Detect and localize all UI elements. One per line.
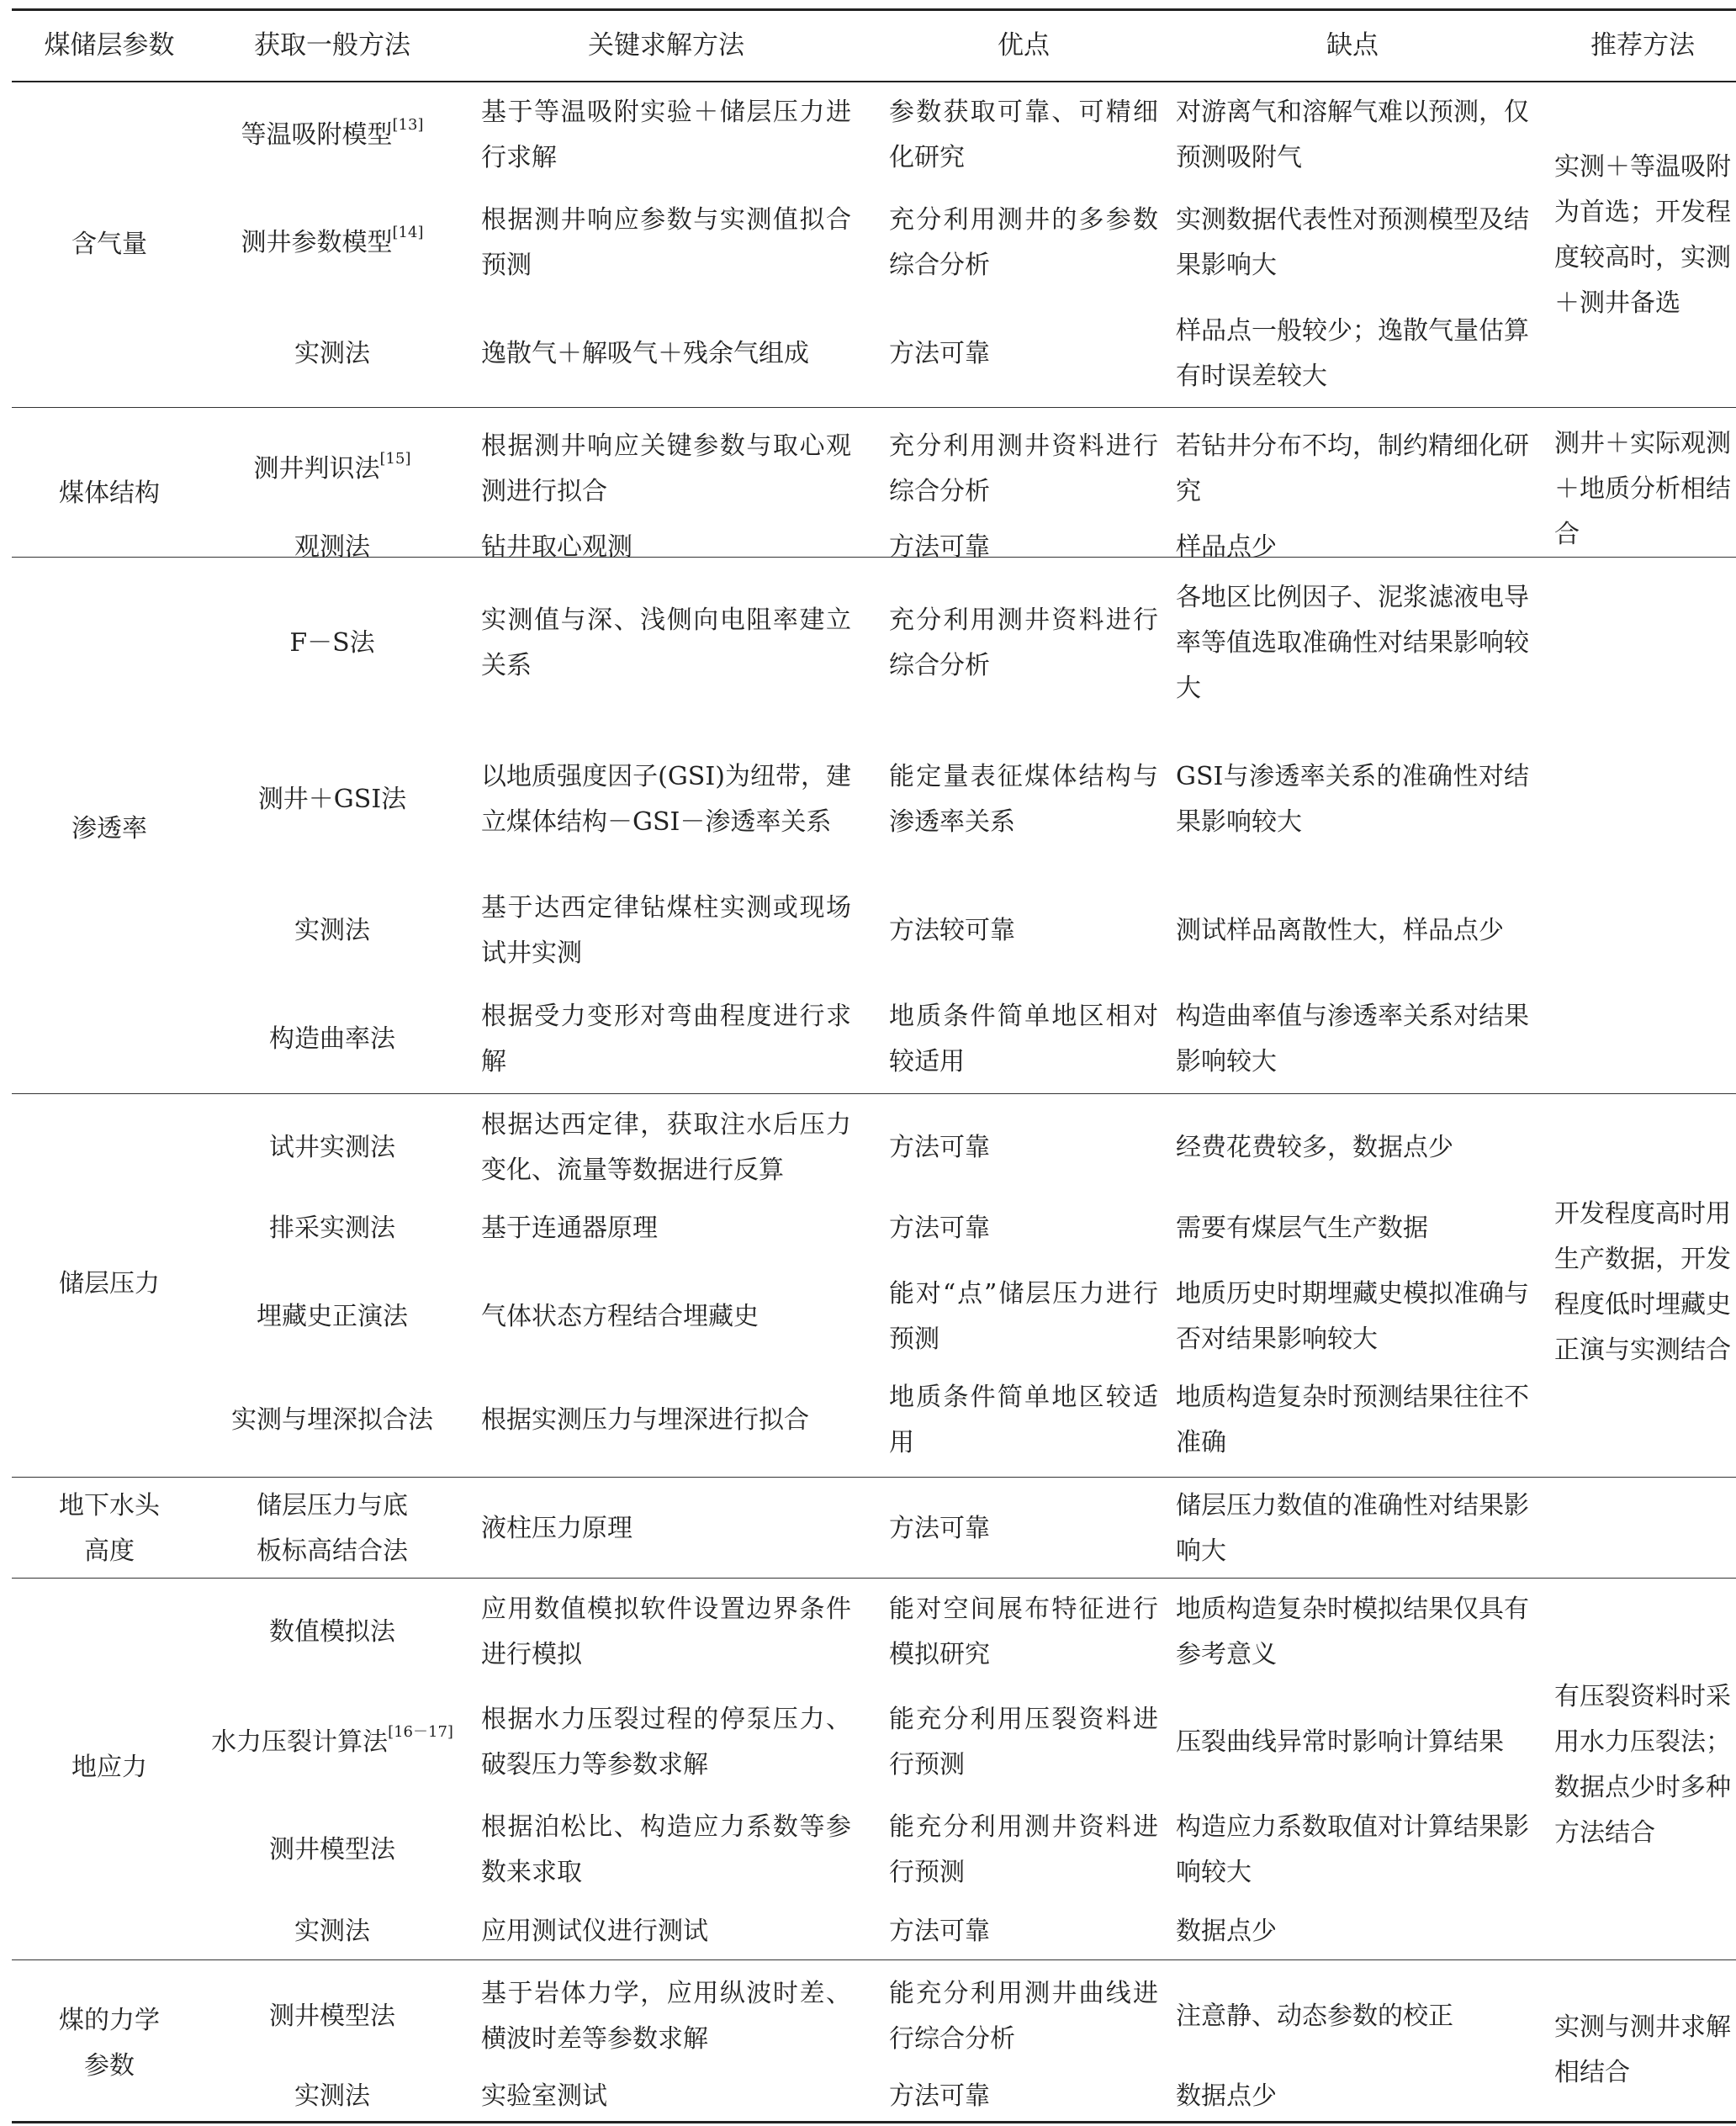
column-header — [206, 12, 458, 79]
method-label: 等温吸附模型 — [241, 120, 393, 150]
recommend-text: 测井＋实际观测＋地质分析相结合 — [1554, 429, 1731, 549]
recommend-cell — [1554, 2007, 1731, 2094]
advantage-cell — [889, 574, 1158, 713]
method-label: 构造曲率法 — [269, 1024, 395, 1054]
advantage-cell — [889, 1579, 1158, 1685]
top-rule — [12, 8, 1736, 11]
disadvantage-text: 样品点少 — [1176, 532, 1277, 562]
recommend-cell — [1554, 109, 1731, 362]
method-wrap — [241, 113, 424, 158]
method-cell — [206, 523, 458, 572]
key-method-text: 根据水力压裂过程的停泵压力、破裂压力等参数求解 — [481, 1705, 851, 1780]
key-method-cell — [481, 1482, 851, 1576]
disadvantage-cell — [1176, 1204, 1529, 1253]
method-wrap — [294, 1909, 370, 1954]
method-label: 实测法 — [294, 1917, 370, 1946]
advantage-cell — [889, 1968, 1158, 2065]
key-method-text: 实测值与深、浅侧向电阻率建立关系 — [481, 606, 851, 680]
method-cell — [206, 994, 458, 1085]
method-wrap — [289, 621, 374, 666]
key-method-cell — [481, 1699, 851, 1786]
advantage-cell — [889, 994, 1158, 1085]
disadvantage-cell — [1176, 994, 1529, 1085]
key-method-text: 根据泊松比、构造应力系数等参数来求取 — [481, 1812, 851, 1887]
method-cell — [206, 1699, 458, 1786]
method-cell — [206, 1805, 458, 1896]
advantage-cell — [889, 309, 1158, 399]
method-cell — [206, 1968, 458, 2065]
disadvantage-text: 测试样品离散性大，样品点少 — [1176, 916, 1504, 945]
method-label: F－S法 — [289, 628, 375, 658]
key-method-text: 根据受力变形对弯曲程度进行求解 — [481, 1002, 851, 1076]
key-method-text: 钻井取心观测 — [481, 532, 632, 562]
recommend-cell — [1554, 1119, 1731, 1446]
method-cell — [206, 1272, 458, 1362]
key-method-cell — [481, 2074, 851, 2119]
method-wrap — [254, 447, 411, 492]
disadvantage-cell — [1176, 1699, 1529, 1786]
advantage-text: 方法可靠 — [889, 532, 990, 562]
key-method-text: 基于达西定律钻煤柱实测或现场试井实测 — [481, 893, 851, 968]
method-cell — [206, 723, 458, 876]
advantage-text: 方法可靠 — [889, 1917, 990, 1946]
method-wrap — [294, 525, 370, 570]
key-method-text: 根据测井响应关键参数与取心观测进行拟合 — [481, 431, 851, 506]
disadvantage-text: GSI与渗透率关系的准确性对结果影响较大 — [1176, 762, 1529, 837]
method-cell — [206, 1482, 458, 1576]
param-cell — [17, 1482, 202, 1576]
method-wrap — [294, 908, 370, 954]
key-method-cell — [481, 1907, 851, 1956]
method-wrap — [241, 220, 424, 266]
advantage-cell — [889, 723, 1158, 876]
advantage-cell — [889, 198, 1158, 288]
param-cell — [17, 1102, 202, 1467]
disadvantage-cell — [1176, 1272, 1529, 1362]
key-method-text: 逸散气＋解吸气＋残余气组成 — [481, 339, 809, 368]
citation-ref: [13] — [392, 116, 424, 134]
key-method-text: 实验室测试 — [481, 2081, 607, 2111]
disadvantage-cell — [1176, 1907, 1529, 1956]
disadvantage-text: 数据点少 — [1176, 2081, 1277, 2111]
disadvantage-cell — [1176, 2074, 1529, 2119]
column-header — [1554, 12, 1731, 79]
method-label: 测井＋GSI法 — [257, 785, 407, 814]
key-method-text: 基于连通器原理 — [481, 1214, 658, 1243]
disadvantage-text: 若钻井分布不均，制约精细化研究 — [1176, 431, 1529, 506]
advantage-cell — [889, 1907, 1158, 1956]
disadvantage-cell — [1176, 1482, 1529, 1576]
advantage-text: 参数获取可靠、可精细化研究 — [889, 98, 1158, 172]
method-label: 埋藏史正演法 — [257, 1302, 408, 1331]
method-cell — [206, 1374, 458, 1467]
disadvantage-text: 经费花费较多，数据点少 — [1176, 1133, 1453, 1162]
key-method-cell — [481, 523, 851, 572]
method-wrap — [269, 1994, 395, 2039]
key-method-cell — [481, 994, 851, 1085]
key-method-cell — [481, 309, 851, 399]
method-cell — [206, 198, 458, 288]
method-cell — [206, 1204, 458, 1253]
column-header-label: 缺点 — [1326, 30, 1379, 61]
key-method-text: 以地质强度因子(GSI)为纽带，建立煤体结构－GSI－渗透率关系 — [481, 762, 851, 837]
key-method-cell — [481, 91, 851, 180]
disadvantage-cell — [1176, 415, 1529, 523]
disadvantage-text: 样品点一般较少；逸散气量估算有时误差较大 — [1176, 316, 1529, 391]
method-cell — [206, 574, 458, 713]
method-cell — [206, 2074, 458, 2119]
method-label: 测井模型法 — [269, 1835, 395, 1864]
advantage-text: 充分利用测井资料进行综合分析 — [889, 606, 1158, 680]
method-cell — [206, 1907, 458, 1956]
key-method-text: 基于等温吸附实验＋储层压力进行求解 — [481, 98, 851, 172]
advantage-text: 方法可靠 — [889, 1133, 990, 1162]
method-label: 数值模拟法 — [269, 1617, 395, 1647]
key-method-cell — [481, 1579, 851, 1685]
column-header-label: 煤储层参数 — [44, 30, 175, 61]
disadvantage-cell — [1176, 1374, 1529, 1467]
key-method-text: 基于岩体力学，应用纵波时差、横波时差等参数求解 — [481, 1979, 851, 2054]
recommend-text: 开发程度高时用生产数据，开发程度低时埋藏史正演与实测结合 — [1554, 1199, 1731, 1365]
param-label: 渗透率 — [71, 814, 147, 844]
method-label: 观测法 — [294, 532, 370, 562]
advantage-text: 能充分利用测井曲线进行综合分析 — [889, 1979, 1158, 2054]
key-method-text: 液柱压力原理 — [481, 1514, 632, 1543]
disadvantage-text: 地质构造复杂时模拟结果仅具有参考意义 — [1176, 1594, 1529, 1669]
advantage-text: 方法可靠 — [889, 2081, 990, 2111]
disadvantage-cell — [1176, 574, 1529, 713]
disadvantage-text: 实测数据代表性对预测模型及结果影响大 — [1176, 205, 1529, 280]
disadvantage-text: 各地区比例因子、泥浆滤液电导率等值选取准确性对结果影响较大 — [1176, 583, 1529, 703]
group-separator — [12, 407, 1736, 408]
key-method-text: 根据达西定律，获取注水后压力变化、流量等数据进行反算 — [481, 1110, 851, 1185]
disadvantage-cell — [1176, 309, 1529, 399]
key-method-cell — [481, 1374, 851, 1467]
key-method-text: 根据实测压力与埋深进行拟合 — [481, 1405, 809, 1435]
method-wrap — [294, 331, 370, 377]
column-header-label: 优点 — [998, 30, 1050, 61]
disadvantage-text: 构造应力系数取值对计算结果影响较大 — [1176, 1812, 1529, 1887]
method-wrap — [269, 1206, 395, 1251]
advantage-cell — [889, 886, 1158, 976]
param-label: 煤体结构 — [59, 479, 160, 508]
advantage-text: 方法可靠 — [889, 1214, 990, 1243]
disadvantage-text: 地质历史时期埋藏史模拟准确与否对结果影响较大 — [1176, 1279, 1529, 1354]
param-label: 储层压力 — [59, 1269, 160, 1298]
key-method-cell — [481, 574, 851, 713]
method-label: 水力压裂计算法 — [211, 1727, 389, 1757]
group-separator — [12, 1477, 1736, 1478]
advantage-cell — [889, 1204, 1158, 1253]
advantage-text: 地质条件简单地区较适用 — [889, 1383, 1158, 1457]
method-cell — [206, 309, 458, 399]
key-method-cell — [481, 723, 851, 876]
method-label: 排采实测法 — [269, 1214, 395, 1243]
method-wrap — [257, 1294, 408, 1340]
key-method-text: 应用数值模拟软件设置边界条件进行模拟 — [481, 1594, 851, 1669]
method-label: 测井参数模型 — [241, 228, 393, 257]
disadvantage-cell — [1176, 886, 1529, 976]
advantage-text: 能定量表征煤体结构与渗透率关系 — [889, 762, 1158, 837]
disadvantage-cell — [1176, 1579, 1529, 1685]
column-header — [481, 12, 851, 79]
param-label: 煤的力学参数 — [59, 2006, 160, 2081]
advantage-cell — [889, 91, 1158, 180]
recommend-text: 实测与测井求解相结合 — [1554, 2012, 1731, 2087]
column-header-label: 推荐方法 — [1590, 30, 1695, 61]
param-cell — [17, 415, 202, 572]
disadvantage-text: 压裂曲线异常时影响计算结果 — [1176, 1727, 1504, 1757]
advantage-text: 充分利用测井的多参数综合分析 — [889, 205, 1158, 280]
disadvantage-text: 构造曲率值与渗透率关系对结果影响较大 — [1176, 1002, 1529, 1076]
method-label: 测井判识法 — [253, 454, 380, 484]
disadvantage-cell — [1176, 1968, 1529, 2065]
advantage-cell — [889, 1805, 1158, 1896]
param-label: 含气量 — [71, 230, 147, 259]
method-label: 储层压力与底板标高结合法 — [257, 1491, 408, 1566]
method-wrap — [269, 1125, 395, 1171]
disadvantage-cell — [1176, 91, 1529, 180]
advantage-cell — [889, 1699, 1158, 1786]
column-header-label: 关键求解方法 — [588, 30, 744, 61]
disadvantage-cell — [1176, 198, 1529, 288]
column-header — [17, 12, 202, 79]
column-header — [1176, 12, 1529, 79]
advantage-text: 方法可靠 — [889, 339, 990, 368]
citation-ref: [16－17] — [388, 1723, 453, 1741]
recommend-cell — [1554, 1638, 1731, 1892]
advantage-text: 能对空间展布特征进行模拟研究 — [889, 1594, 1158, 1669]
advantage-cell — [889, 2074, 1158, 2119]
group-separator — [12, 1578, 1736, 1579]
column-header — [889, 12, 1158, 79]
param-cell — [17, 1579, 202, 1956]
method-label: 试井实测法 — [269, 1133, 395, 1162]
param-label: 地下水头高度 — [59, 1491, 160, 1566]
method-wrap — [294, 2074, 370, 2119]
method-label: 实测与埋深拟合法 — [231, 1405, 433, 1435]
disadvantage-cell — [1176, 1102, 1529, 1194]
method-wrap — [211, 1720, 453, 1765]
method-label: 实测法 — [294, 339, 370, 368]
advantage-text: 能对“点”储层压力进行预测 — [889, 1279, 1158, 1354]
bottom-rule — [12, 2121, 1736, 2123]
recommend-text: 有压裂资料时采用水力压裂法；数据点少时多种方法结合 — [1554, 1682, 1731, 1848]
param-cell — [17, 574, 202, 1085]
method-label: 实测法 — [294, 2081, 370, 2111]
key-method-text: 气体状态方程结合埋藏史 — [481, 1302, 759, 1331]
key-method-cell — [481, 1968, 851, 2065]
disadvantage-text: 数据点少 — [1176, 1917, 1277, 1946]
param-cell — [17, 1968, 202, 2119]
key-method-cell — [481, 1204, 851, 1253]
disadvantage-text: 注意静、动态参数的校正 — [1176, 2002, 1453, 2031]
header-rule — [12, 81, 1736, 82]
method-wrap — [248, 1483, 416, 1574]
param-cell — [17, 91, 202, 399]
method-wrap — [269, 1827, 395, 1873]
key-method-text: 应用测试仪进行测试 — [481, 1917, 708, 1946]
disadvantage-text: 储层压力数值的准确性对结果影响大 — [1176, 1491, 1529, 1566]
method-cell — [206, 1102, 458, 1194]
method-wrap — [269, 1610, 395, 1655]
advantage-text: 能充分利用测井资料进行预测 — [889, 1812, 1158, 1887]
citation-ref: [15] — [379, 450, 411, 468]
advantage-text: 方法可靠 — [889, 1514, 990, 1543]
method-label: 实测法 — [294, 916, 370, 945]
key-method-cell — [481, 198, 851, 288]
disadvantage-text: 需要有煤层气生产数据 — [1176, 1214, 1428, 1243]
disadvantage-text: 对游离气和溶解气难以预测，仅预测吸附气 — [1176, 98, 1529, 172]
disadvantage-text: 地质构造复杂时预测结果往往不准确 — [1176, 1383, 1529, 1457]
disadvantage-cell — [1176, 723, 1529, 876]
param-label: 地应力 — [71, 1753, 147, 1782]
method-cell — [206, 415, 458, 523]
method-wrap — [258, 777, 406, 822]
advantage-cell — [889, 1102, 1158, 1194]
advantage-cell — [889, 415, 1158, 523]
method-cell — [206, 886, 458, 976]
method-cell — [206, 91, 458, 180]
recommend-cell — [1554, 417, 1731, 562]
disadvantage-cell — [1176, 1805, 1529, 1896]
disadvantage-cell — [1176, 523, 1529, 572]
method-wrap — [231, 1398, 433, 1443]
key-method-cell — [481, 415, 851, 523]
advantage-cell — [889, 1482, 1158, 1576]
key-method-cell — [481, 1102, 851, 1194]
method-label: 测井模型法 — [269, 2002, 395, 2031]
method-cell — [206, 1579, 458, 1685]
group-separator — [12, 1093, 1736, 1094]
advantage-text: 方法较可靠 — [889, 916, 1015, 945]
group-separator — [12, 1959, 1736, 1960]
key-method-cell — [481, 886, 851, 976]
advantage-text: 地质条件简单地区相对较适用 — [889, 1002, 1158, 1076]
advantage-cell — [889, 523, 1158, 572]
key-method-text: 根据测井响应参数与实测值拟合预测 — [481, 205, 851, 280]
advantage-cell — [889, 1374, 1158, 1467]
column-header-label: 获取一般方法 — [254, 30, 410, 61]
citation-ref: [14] — [392, 224, 424, 241]
key-method-cell — [481, 1272, 851, 1362]
advantage-text: 充分利用测井资料进行综合分析 — [889, 431, 1158, 506]
advantage-cell — [889, 1272, 1158, 1362]
recommend-text: 实测＋等温吸附为首选；开发程度较高时，实测＋测井备选 — [1554, 152, 1731, 318]
key-method-cell — [481, 1805, 851, 1896]
advantage-text: 能充分利用压裂资料进行预测 — [889, 1705, 1158, 1780]
method-wrap — [269, 1017, 395, 1062]
